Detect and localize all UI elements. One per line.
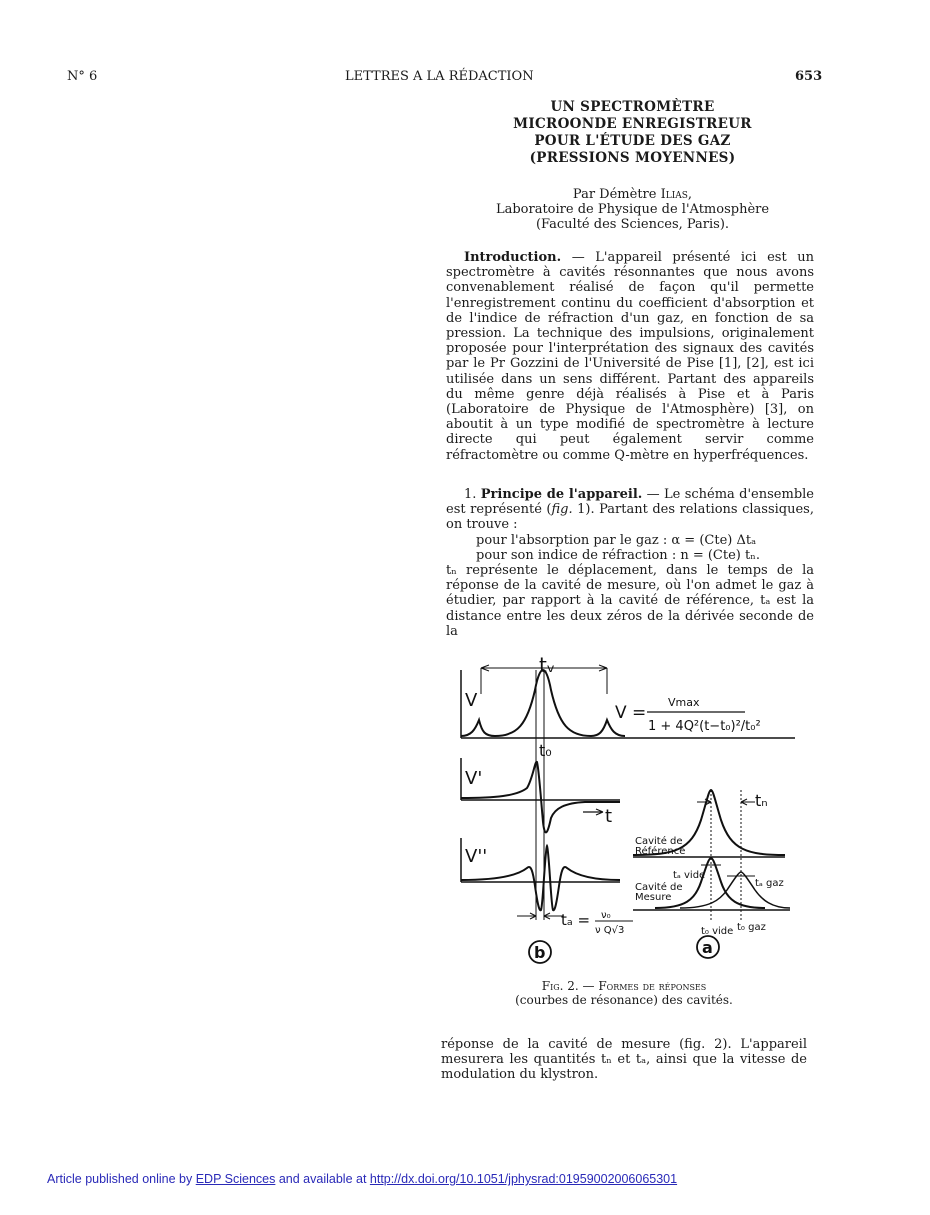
label-t0-gaz: t₀ gaz <box>737 922 766 933</box>
issue-number: N° 6 <box>67 69 98 84</box>
section-number: 1. <box>464 487 477 502</box>
label-ta: tₐ = <box>561 911 591 929</box>
label-reference-cavity: Cavité de <box>635 836 683 847</box>
label-tv: tᵥ <box>539 653 556 677</box>
conclusion-text: réponse de la cavité de mesure (fig. 2). L'appareil mesurera les quantités tₙ et tₐ, ainsi que la vitesse de modulation du klystron. <box>441 1037 807 1083</box>
label-reference-cavity: Référence <box>635 846 686 857</box>
caption-line: (courbes de résonance) des cavités. <box>515 993 733 1007</box>
edp-sciences-link[interactable]: EDP Sciences <box>195 1172 276 1186</box>
caption-line: Fig. 2. — Formes de réponses <box>541 979 707 993</box>
label-v: V <box>465 690 478 711</box>
title-line: (PRESSIONS MOYENNES) <box>529 150 736 166</box>
affiliation: Laboratoire de Physique de l'Atmosphère <box>495 202 770 217</box>
equation-absorption: pour l'absorption par le gaz : α = (Cte) Δtₐ <box>476 532 757 548</box>
doi-link[interactable]: http://dx.doi.org/10.1051/jphysrad:01959002006065301 <box>369 1172 678 1186</box>
label-t0-vide: t₀ vide <box>701 926 734 937</box>
affiliation: (Faculté des Sciences, Paris). <box>535 217 730 232</box>
footer-text: and available at <box>275 1172 370 1186</box>
section-heading: Principe de l'appareil. <box>480 487 643 502</box>
principle-text: 1). Partant des relations classiques, on trouve : <box>446 502 814 533</box>
label-v-second: V'' <box>465 846 488 867</box>
section-title: LETTRES A LA RÉDACTION <box>345 69 534 84</box>
conclusion-paragraph <box>441 1037 807 1083</box>
byline-prefix: Par Démètre <box>572 187 657 202</box>
formula-denominator: 1 + 4Q²(t−t₀)²/t₀² <box>648 719 761 734</box>
figure-caption <box>474 979 774 1007</box>
label-t0: t₀ <box>539 741 552 760</box>
resonance-figure <box>455 650 800 970</box>
introduction-paragraph <box>446 250 814 463</box>
principle-continuation: tₙ représente le déplacement, dans le temps de la réponse de la cavité de mesure, où l'on admet le gaz à étudier, par rapport à la cavité de référence, tₐ est la distance entre les deux zéros de la dérivée seconde de la <box>446 563 814 639</box>
article-title <box>480 99 785 167</box>
label-ta-numerator: ν₀ <box>601 910 611 921</box>
title-line: UN SPECTROMÈTRE <box>550 99 715 115</box>
title-line: POUR L'ÉTUDE DES GAZ <box>534 133 731 149</box>
label-ta-gaz: tₐ gaz <box>755 878 784 889</box>
title-line: MICROONDE ENREGISTREUR <box>513 116 752 132</box>
label-measure-cavity: Mesure <box>635 892 672 903</box>
principle-section <box>446 487 814 639</box>
label-v-prime: V' <box>465 768 483 789</box>
page-number: 653 <box>795 69 823 84</box>
label-ta-vide: tₐ vide <box>673 870 706 881</box>
introduction-heading: Introduction. <box>464 250 562 265</box>
figure-reference: fig. <box>551 502 573 518</box>
formula-numerator: Vmax <box>668 696 700 709</box>
label-measure-cavity: Cavité de <box>635 882 683 893</box>
author-name: Ilias, <box>660 187 693 202</box>
label-ta-denominator: ν Q√3 <box>595 925 625 936</box>
equation-refraction: pour son indice de réfraction : n = (Cte) tₙ. <box>476 547 760 563</box>
publication-footer <box>47 1172 677 1186</box>
principle-text: — Le schéma d'ensemble est représenté ( <box>446 487 814 518</box>
panel-label-b: b <box>534 943 546 962</box>
formula-v: V = <box>615 703 647 723</box>
byline <box>480 187 785 232</box>
introduction-text: — L'appareil présenté ici est un spectromètre à cavités résonnantes que nous avons convenablement réalisé de façon qu'il permette l'enregistrement continu du coefficient d'absorption et de l'indice de réfraction d'un gaz, en fonction de sa pression. La technique des impulsions, originalement proposée pour l'interprétation des signaux des cavités par le Pr Gozzini de l'Université de Pise [1], [2], est ici utilisée dans un sens différent. Partant des appareils du même genre déjà réalisés à Pise et à Paris (Laboratoire de Physique de l'Atmosphère) [3], on aboutit à un type modifié de spectromètre à lecture directe qui peut également servir comme réfractomètre ou comme Q-mètre en hyperfréquences. <box>446 250 814 463</box>
footer-text: Article published online by <box>47 1172 196 1186</box>
label-t: t <box>605 806 613 827</box>
panel-label-a: a <box>702 938 713 957</box>
label-tn: tₙ <box>755 791 768 810</box>
